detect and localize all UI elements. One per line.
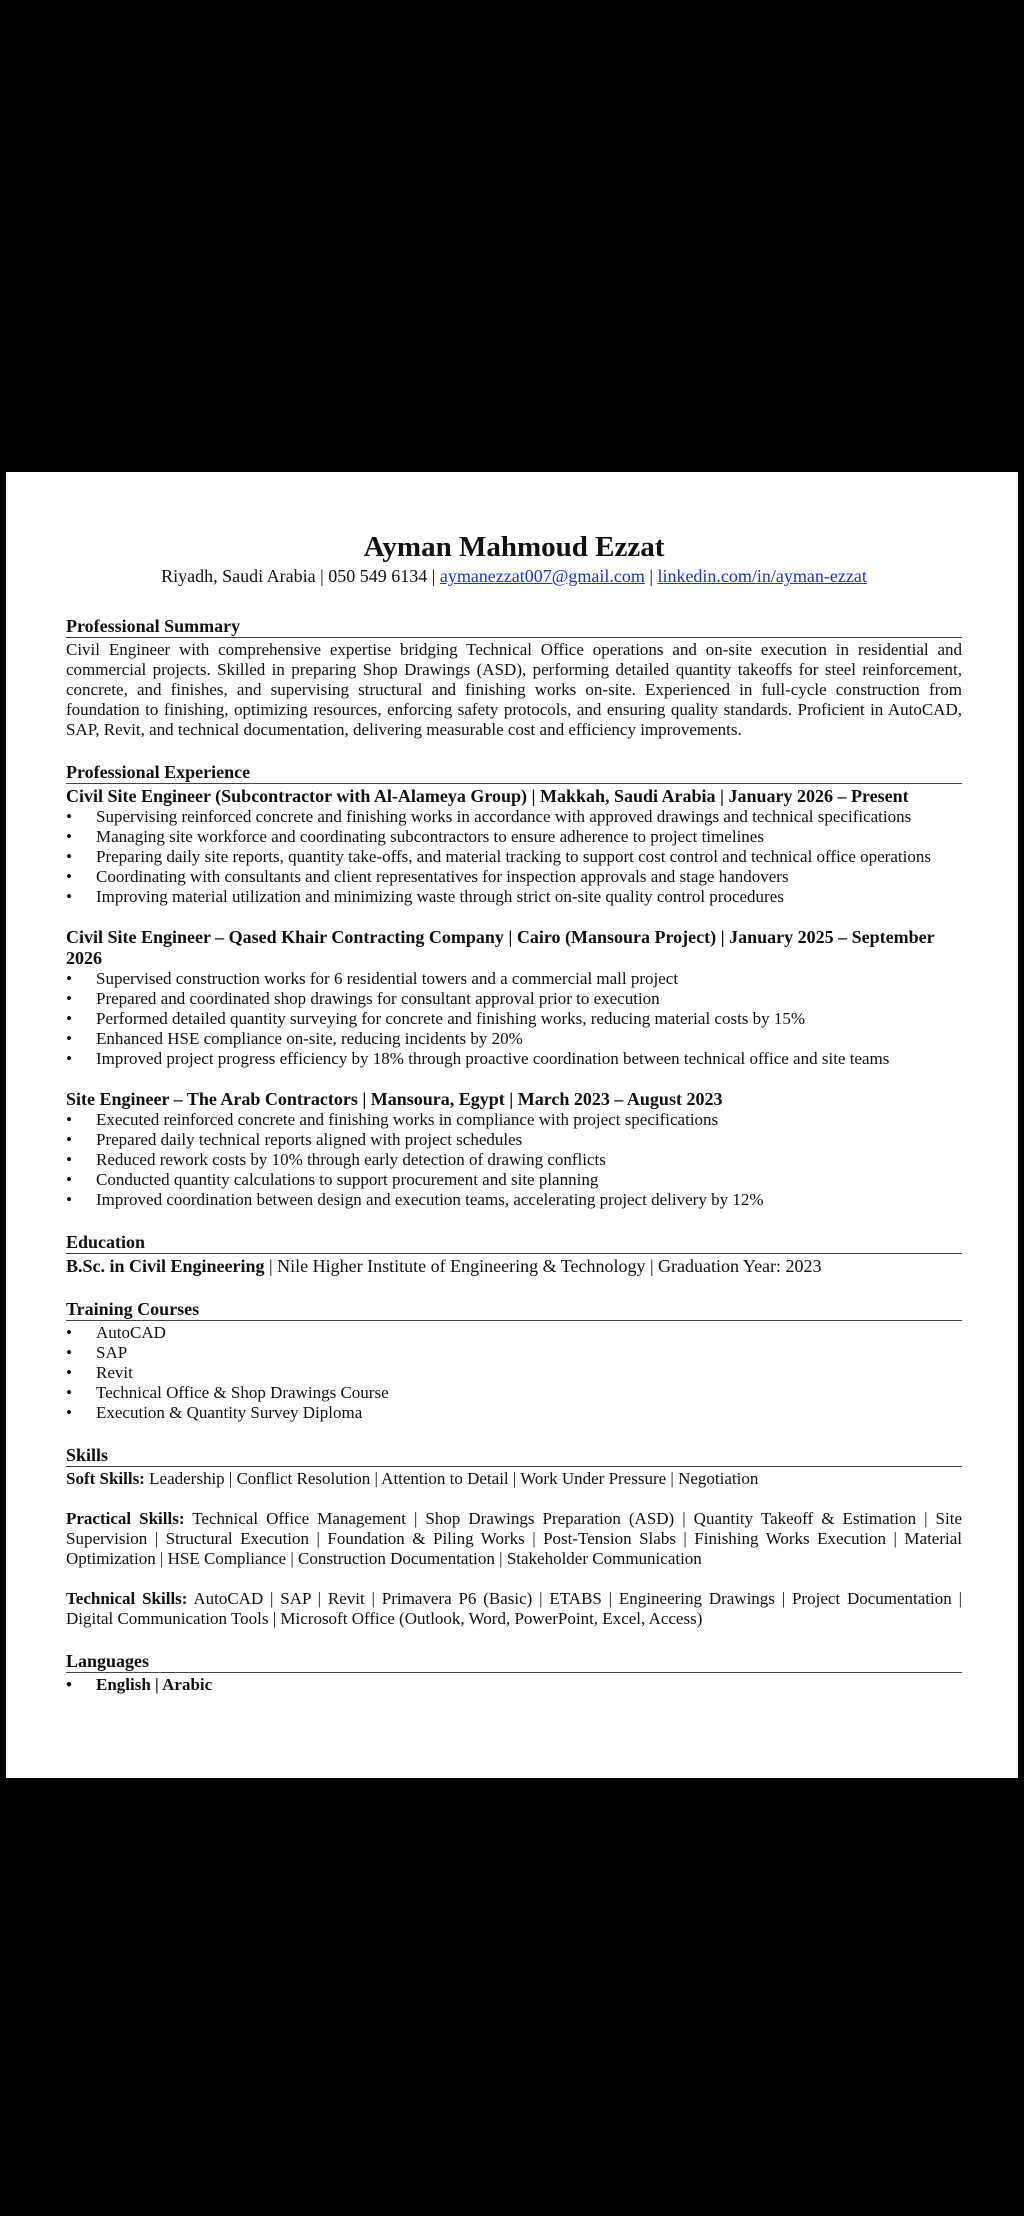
location-phone: Riyadh, Saudi Arabia | 050 549 6134 | bbox=[161, 566, 440, 586]
list-item: • Performed detailed quantity surveying for concrete and finishing works, reducing material costs by 15% bbox=[66, 1009, 962, 1029]
languages-heading: Languages bbox=[66, 1651, 962, 1673]
job-bullets bbox=[66, 969, 962, 1069]
list-item: • SAP bbox=[66, 1343, 962, 1363]
training-list bbox=[66, 1323, 962, 1423]
education-entry bbox=[66, 1256, 962, 1277]
list-item: • Enhanced HSE compliance on-site, reducing incidents by 20% bbox=[66, 1029, 962, 1049]
job-bullets bbox=[66, 1110, 962, 1210]
summary-text: Civil Engineer with comprehensive expertise bridging Technical Office operations and on-site execution in residential and commercial projects. Skilled in preparing Shop Drawings (ASD), performing detailed quantity takeoffs for steel reinforcement, concrete, and finishes, and supervising structural and finishing works on-site. Experienced in full-cycle construction from foundation to finishing, optimizing resources, enforcing safety protocols, and ensuring quality standards. Proficient in AutoCAD, SAP, Revit, and technical documentation, delivering measurable cost and efficiency improvements. bbox=[66, 640, 962, 739]
job-title: Civil Site Engineer – Qased Khair Contracting Company | Cairo (Mansoura Project) | January 2025 – September 2026 bbox=[66, 927, 935, 968]
list-item: • Managing site workforce and coordinating subcontractors to ensure adherence to project timelines bbox=[66, 827, 962, 847]
list-item: • English | Arabic bbox=[66, 1675, 962, 1695]
contact-separator: | bbox=[644, 566, 658, 586]
list-item: • Improved coordination between design and execution teams, accelerating project delivery by 12% bbox=[66, 1190, 962, 1210]
languages-list bbox=[66, 1675, 962, 1695]
list-item: • Preparing daily site reports, quantity take-offs, and material tracking to support cost control and technical office operations bbox=[66, 847, 962, 867]
experience-heading: Professional Experience bbox=[66, 762, 962, 784]
resume-page bbox=[6, 472, 1018, 1778]
job-title: Civil Site Engineer (Subcontractor with Al-Alameya Group) | Makkah, Saudi Arabia | January 2026 – Present bbox=[66, 786, 909, 806]
list-item: • Supervised construction works for 6 residential towers and a commercial mall project bbox=[66, 969, 962, 989]
soft-skills-label: Soft Skills: bbox=[66, 1469, 145, 1488]
technical-skills-text: AutoCAD | SAP | Revit | Primavera P6 (Basic) | ETABS | Engineering Drawings | Project Documentation | Digital Communication Tools | Microsoft Office (Outlook, Word, PowerPoint, Excel, Access) bbox=[66, 1589, 962, 1628]
list-item: • Reduced rework costs by 10% through early detection of drawing conflicts bbox=[66, 1150, 962, 1170]
list-item: • Improved project progress efficiency by 18% through proactive coordination between technical office and site teams bbox=[66, 1049, 962, 1069]
job-title: Site Engineer – The Arab Contractors | Mansoura, Egypt | March 2023 – August 2023 bbox=[66, 1089, 723, 1109]
job-bullets bbox=[66, 807, 962, 907]
education-heading: Education bbox=[66, 1232, 962, 1254]
technical-skills-label: Technical Skills: bbox=[66, 1589, 188, 1608]
degree: B.Sc. in Civil Engineering bbox=[66, 1256, 265, 1276]
practical-skills bbox=[66, 1509, 962, 1569]
list-item: • Execution & Quantity Survey Diploma bbox=[66, 1403, 962, 1423]
email-link[interactable]: aymanezzat007@gmail.com bbox=[439, 566, 645, 586]
practical-skills-text: Technical Office Management | Shop Drawings Preparation (ASD) | Quantity Takeoff & Estimation | Site Supervision | Structural Execution | Foundation & Piling Works | Post-Tension Slabs | Finishing Works Execution | Material Optimization | HSE Compliance | Construction Documentation | Stakeholder Communication bbox=[66, 1509, 963, 1568]
linkedin-link[interactable]: linkedin.com/in/ayman-ezzat bbox=[657, 566, 867, 586]
education-details: | Nile Higher Institute of Engineering & Technology | Graduation Year: 2023 bbox=[264, 1256, 822, 1276]
list-item: • AutoCAD bbox=[66, 1323, 962, 1343]
soft-skills bbox=[66, 1469, 962, 1489]
list-item: • Revit bbox=[66, 1363, 962, 1383]
candidate-name: Ayman Mahmoud Ezzat bbox=[363, 531, 665, 563]
practical-skills-label: Practical Skills: bbox=[66, 1509, 185, 1528]
technical-skills bbox=[66, 1589, 962, 1629]
skills-heading: Skills bbox=[66, 1445, 962, 1467]
list-item: • Prepared daily technical reports aligned with project schedules bbox=[66, 1130, 962, 1150]
soft-skills-text: Leadership | Conflict Resolution | Attention to Detail | Work Under Pressure | Negotiation bbox=[144, 1469, 759, 1488]
list-item: • Improving material utilization and minimizing waste through strict on-site quality control procedures bbox=[66, 887, 962, 907]
list-item: • Prepared and coordinated shop drawings for consultant approval prior to execution bbox=[66, 989, 962, 1009]
list-item: • Supervising reinforced concrete and finishing works in accordance with approved drawings and technical specifications bbox=[66, 807, 962, 827]
contact-line bbox=[66, 564, 962, 588]
list-item: • Conducted quantity calculations to support procurement and site planning bbox=[66, 1170, 962, 1190]
list-item: • Executed reinforced concrete and finishing works in compliance with project specifications bbox=[66, 1110, 962, 1130]
summary-heading: Professional Summary bbox=[66, 616, 962, 638]
list-item: • Coordinating with consultants and client representatives for inspection approvals and stage handovers bbox=[66, 867, 962, 887]
training-heading: Training Courses bbox=[66, 1299, 962, 1321]
list-item: • Technical Office & Shop Drawings Course bbox=[66, 1383, 962, 1403]
